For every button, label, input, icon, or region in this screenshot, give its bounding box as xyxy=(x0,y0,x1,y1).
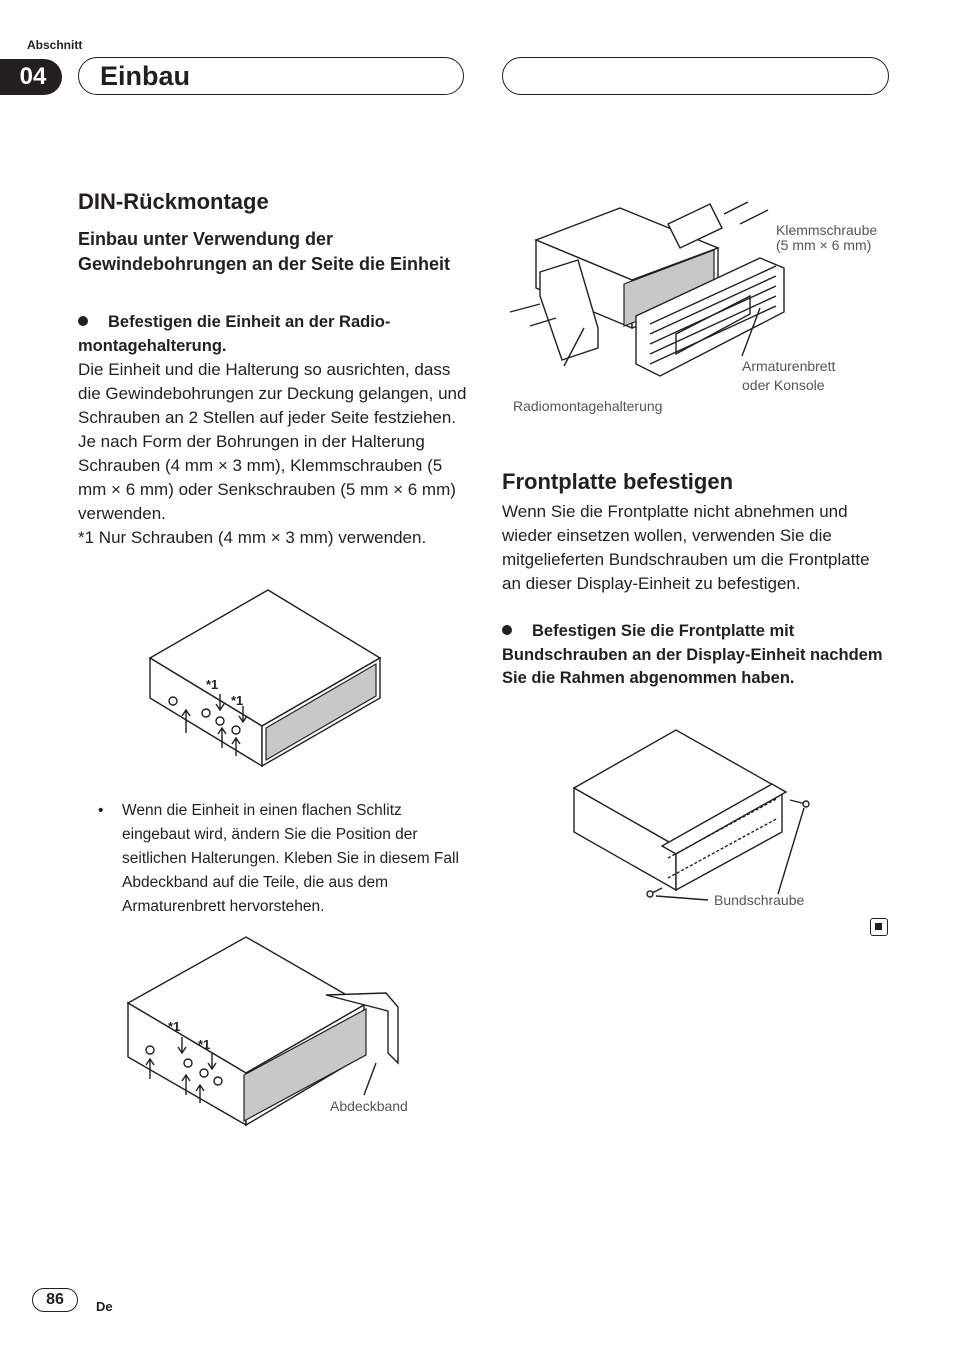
screw-icon xyxy=(724,202,768,224)
mounting-bracket-rear xyxy=(668,204,722,248)
page-number: 86 xyxy=(32,1288,78,1312)
screw-head-icon xyxy=(803,801,809,807)
shallow-slot-tip: Wenn die Einheit in einen flachen Schlitz eingebaut wird, ändern Sie die Position der seitlichen Halterungen. Kleben Sie in diesem Fall Abdeckband auf die Teile, die aus dem Armaturenbrett hervorstehen. xyxy=(122,802,459,915)
step-bracket-body: Die Einheit und die Halterung so ausrichten, dass die Gewindebohrungen zur Deckung gelangen, und Schrauben an 2 Stellen auf jeder Seite festziehen. Je nach Form der Bohrungen in der Halterung Schrauben (4 mm × 3 mm), Klemmschrauben (5 mm × 6 mm) oder Senkschrauben (5 mm × 6 mm) verwenden. xyxy=(78,360,467,523)
step-bracket-note: *1 Nur Schrauben (4 mm × 3 mm) verwenden. xyxy=(78,528,427,547)
caption-leader-line xyxy=(656,896,708,900)
masking-tape-caption: Abdeckband xyxy=(330,1098,408,1114)
caption-leader-line xyxy=(364,1063,376,1095)
front-panel-intro: Wenn Sie die Frontplatte nicht abnehmen und wieder einsetzen wollen, verwenden Sie die mitgelieferten Bundschrauben um die Frontplatte an dieser Display-Einheit zu befestigen. xyxy=(502,502,870,593)
figure1-mark-b: *1 xyxy=(231,693,244,708)
figure2-mark-b: *1 xyxy=(198,1037,211,1052)
section-end-icon xyxy=(870,918,888,936)
dashboard-caption-line2: oder Konsole xyxy=(742,377,825,393)
language-code: De xyxy=(96,1299,113,1314)
bullet-dot-icon xyxy=(78,316,88,326)
bracket-caption: Radiomontagehalterung xyxy=(513,398,663,414)
screw-head-icon xyxy=(647,891,653,897)
bullet-dot-icon xyxy=(502,625,512,635)
threaded-holes-subheading: Einbau unter Verwendung der Gewindebohrungen an der Seite die Einheit xyxy=(78,229,451,274)
step-bracket-heading: Befestigen die Einheit an der Radio-montagehalterung. xyxy=(78,313,391,355)
screw-caption: Klemmschraube xyxy=(776,222,878,238)
header-right-frame xyxy=(502,57,889,95)
tip-bullet: • xyxy=(98,802,104,819)
front-panel-screw-figure xyxy=(572,728,822,903)
figure1-mark-a: *1 xyxy=(206,677,219,692)
section-number-badge: 04 xyxy=(0,59,62,95)
figure2-mark-a: *1 xyxy=(168,1019,181,1034)
din-rear-mount-heading: DIN-Rückmontage xyxy=(78,189,269,214)
dashboard-caption-line1: Armaturenbrett xyxy=(742,358,836,374)
screw-size-caption: (5 mm × 6 mm) xyxy=(776,237,872,253)
section-label: Abschnitt xyxy=(27,38,83,52)
chapter-title: Einbau xyxy=(100,61,191,91)
step-bracket xyxy=(78,311,468,550)
front-panel-heading: Frontplatte befestigen xyxy=(502,469,734,494)
unit-side-holes-figure xyxy=(148,588,408,778)
front-panel-step: Befestigen Sie die Frontplatte mit Bundschrauben an der Display-Einheit nachdem Sie die Rahmen abgenommen haben. xyxy=(502,622,883,687)
collar-screw-caption: Bundschraube xyxy=(714,892,805,908)
